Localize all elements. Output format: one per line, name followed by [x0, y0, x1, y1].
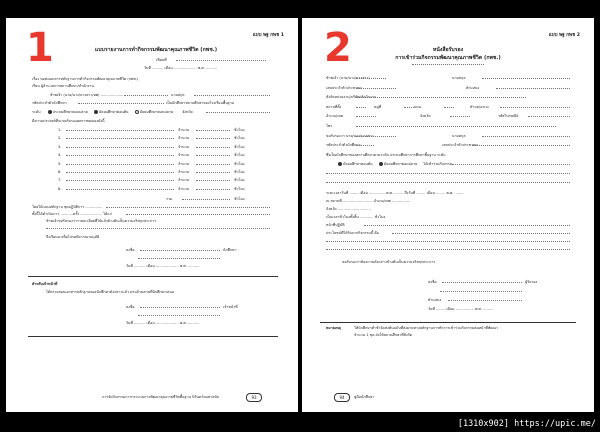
staff-role: เจ้าหน้าที่ — [223, 305, 238, 309]
activity-row-number: 6. — [58, 170, 62, 174]
to-line: เรียน ผู้อำนวยการสถานศึกษา/สำนักงาน — [32, 84, 94, 88]
cert-subtitle: การเข้าร่วมกิจกรรมพัฒนาคุณภาพชีวิต (กพช.) — [395, 55, 501, 61]
activity-row-hours-label: ชั่วโมง — [234, 161, 245, 166]
field-input[interactable] — [482, 76, 570, 79]
activity-row-hours-label: ชั่วโมง — [234, 128, 245, 132]
section-divider — [28, 276, 278, 277]
activity-row-field[interactable] — [66, 128, 174, 131]
activity-row-hours-label: ชั่วโมง — [234, 186, 245, 191]
amphoe-label: อำเภอ/เขต — [373, 199, 391, 203]
activity-row-field[interactable] — [66, 145, 174, 148]
write-at-field[interactable] — [176, 58, 266, 61]
field-input[interactable] — [500, 105, 570, 108]
activity-row-count-label: จำนวน — [178, 161, 190, 166]
month-label-2: เดือน — [426, 191, 435, 195]
cert-title: หนังสือรับรอง — [432, 47, 464, 53]
cert-sign-label: ลงชื่อ — [428, 280, 437, 284]
name-label: ข้าพเจ้า (นาย/นาง/นางสาว/ยศ) .................... — [50, 93, 124, 97]
activity-row-count[interactable] — [196, 178, 230, 181]
field-label: หมู่ที่ — [374, 104, 382, 109]
activity-row-count-label: จำนวน — [178, 186, 190, 191]
changwat-row: จังหวัด ............................. — [326, 207, 371, 211]
field-label: ตำบล/แขวง — [470, 104, 489, 109]
request-line: จึงเรียนมาเพื่อโปรดพิจารณาอนุมัติ — [46, 235, 100, 239]
year-label: พ.ศ. — [386, 191, 394, 195]
staff-sign-label: ลงชื่อ — [126, 305, 135, 309]
activity-row-field[interactable] — [66, 153, 174, 156]
activity-row-field[interactable] — [66, 170, 174, 173]
hours-unit-label: ชั่วโมง — [374, 215, 386, 219]
cert-date: วันที่ ........ เดือน ................ พ.ศ. ......... — [428, 307, 494, 311]
certify-end: ขอรับรองว่าข้อความดังกล่าวข้างต้นเป็นความจริงทุกประการ — [342, 260, 436, 264]
total-label: รวม — [166, 197, 173, 202]
form-page-2 — [302, 18, 594, 412]
note-line-2: จำนวน 1 ชุด ส่งให้สถานศึกษาที่สังกัด — [354, 333, 413, 337]
joined-label: ได้เข้าร่วมกิจกรรม — [423, 162, 453, 166]
result-label: ประโยชน์ที่ได้รับจากกิจกรรมนี้ คือ — [326, 231, 379, 235]
activities-intro: มีความประสงค์ที่จะขอรับรองผลการทดลองดังนี้ — [32, 119, 105, 123]
activity-row-count[interactable] — [196, 170, 230, 173]
field-input[interactable] — [450, 114, 470, 117]
field-label: เลขประจำตัวประชาชน — [442, 143, 478, 148]
activity-row-count[interactable] — [196, 187, 230, 190]
activity-row-number: 2. — [58, 136, 62, 141]
hours-row: เป็นเวลาชั่วโมงทั้งสิ้น ............ ชั่วโมง — [326, 215, 386, 219]
year-label-2: พ.ศ. — [446, 191, 454, 195]
page-number-2: 94 — [334, 393, 350, 402]
field-label: รหัสประจำตัวนักศึกษา — [326, 143, 361, 148]
activity-row-field[interactable] — [66, 187, 174, 190]
activity-row-number: 4. — [58, 153, 62, 158]
field-label: สถานที่ตั้ง — [326, 104, 342, 109]
summary-field-1[interactable] — [106, 205, 270, 208]
sign-date: วันที่ .......... เดือน .................... พ.ศ. .......... — [126, 264, 200, 268]
field-input[interactable] — [482, 134, 570, 137]
level-row-2 — [338, 162, 452, 166]
field-input[interactable] — [472, 143, 570, 146]
title-underline — [412, 62, 484, 65]
activity-row-hours-label: ชั่วโมง — [234, 136, 245, 141]
student-of-label: เป็นนักศึกษาสถานศึกษาของโรงเรียนพื้นฐาน — [166, 101, 235, 105]
certifier-sign-field[interactable] — [442, 280, 522, 283]
total-hours-label: เป็นเวลาชั่วโมงทั้งสิ้น — [326, 215, 359, 219]
field-input[interactable] — [356, 105, 366, 108]
radio-lower-2[interactable] — [338, 162, 342, 166]
form-title: แบบรายงานการทำกิจกรรมพัฒนาคุณภาพชีวิต (กพช.) — [94, 47, 218, 53]
field-input[interactable] — [444, 105, 454, 108]
changwat-label: จังหวัด — [326, 207, 337, 211]
summary-line-3: ข้าพเจ้าขอรับรองว่ารายละเอียดที่ได้แจ้งข้างต้นเป็นความจริงทุกประการ — [46, 219, 156, 223]
radio-upper-2[interactable] — [379, 162, 383, 166]
form-code: แบบ พฐ กพช 1 — [252, 33, 284, 38]
result-field-2[interactable] — [326, 239, 570, 242]
staff-date: วันที่ .......... เดือน .................... พ.ศ. .......... — [126, 321, 200, 325]
note-label: หมายเหตุ — [326, 326, 341, 330]
summary-line-1: โดยได้แนบหลักฐาน ชุดปฏิบัติการ ............... — [32, 205, 103, 209]
field-input[interactable] — [496, 86, 570, 89]
field-input[interactable] — [356, 95, 526, 98]
activity-row-number: 8. — [58, 186, 62, 191]
activity-row-field[interactable] — [66, 136, 174, 139]
field-input[interactable] — [356, 143, 374, 146]
field-label: โทร — [326, 124, 333, 128]
field-input[interactable] — [356, 114, 376, 117]
date-line: วันที่ .......... เดือน .................... พ.ศ. .......... — [144, 66, 218, 70]
activity-row-count-label: จำนวน — [178, 144, 190, 149]
opt-lower-label-2: มัธยมศึกษาตอนต้น — [343, 162, 373, 166]
surname-field[interactable] — [194, 93, 270, 96]
certifier-position-field[interactable] — [448, 298, 522, 301]
field-input[interactable] — [356, 86, 396, 89]
activity-row-count[interactable] — [196, 162, 230, 165]
radio-upper[interactable] — [135, 110, 139, 114]
field-label: จังหวัด — [420, 114, 431, 119]
activity-field[interactable] — [452, 162, 570, 165]
form-code-2: แบบ พฐ กพช 2 — [548, 33, 580, 38]
field-label: ถนน — [414, 104, 422, 109]
activity-row-hours-label: ชั่วโมง — [234, 178, 245, 183]
at-row: ณ สถานที่ .......................... อำเภอ/เขต ................ — [326, 199, 411, 203]
month-label: เดือน — [359, 191, 368, 195]
student-id-field[interactable] — [78, 101, 164, 104]
summary-field-2[interactable] — [126, 212, 270, 215]
field-label: นามสกุล — [452, 133, 466, 138]
field-label: ซึ่งเป็นนักศึกษาของสถานศึกษาตามระดับ ประถมศึกษาการศึกษาพื้นฐาน ระดับ — [326, 152, 446, 157]
field-label: ตำแหน่ง — [466, 85, 480, 90]
field-label: สังกัดหน่วยงาน/บริษัท/สำนักงาน — [326, 95, 377, 100]
radio-primary[interactable] — [48, 110, 52, 114]
opt-upper-label: มัธยมศึกษาตอนปลาย — [139, 110, 174, 114]
note-line-1: ให้นักศึกษาต่ำช่ำจัดส่งต้นฉบับที่ส่งผ่านทางหลักฐานการทำการเข้าร่วมกิจกรรมต่อหน้าที่พัฒนา — [354, 326, 498, 330]
activity-row-hours-label: ชั่วโมง — [234, 170, 245, 174]
result-field-3[interactable] — [326, 247, 570, 250]
activity-row-hours-label: ชั่วโมง — [234, 144, 245, 149]
certifier-name-field[interactable] — [440, 289, 522, 292]
level-label: ระดับ — [32, 110, 41, 114]
student-name-field[interactable] — [138, 256, 220, 259]
field-label: ข้าพเจ้า (นาย/นาง/นางสาว) — [326, 76, 370, 80]
summary-field-3[interactable] — [46, 226, 270, 229]
summary-line-2: ทั้งนี้ได้ดำเนินการ ...........ครั้ง ................... ได้แก่ — [32, 212, 112, 216]
cert-position-label: ตำแหน่ง — [428, 298, 442, 302]
field-label: นามสกุล — [452, 76, 466, 80]
role-label: หน้าที่ปฏิบัติ — [326, 223, 345, 227]
field-label: ขอรับรองว่า นาย/นาง/นางสาว — [326, 133, 374, 138]
field-input[interactable] — [356, 134, 396, 137]
activity-field-3[interactable] — [326, 180, 570, 183]
name-field[interactable] — [124, 93, 168, 96]
opt-lower-label: มัธยมศึกษาตอนต้น — [98, 110, 129, 114]
field-label: เลขประจำตัวประชาชน — [326, 85, 362, 90]
activity-row-field[interactable] — [66, 162, 174, 165]
activity-row-count[interactable] — [196, 153, 230, 156]
form-number-2: 2 — [324, 25, 352, 71]
activity-row-number: 5. — [58, 161, 62, 166]
period-row: ระยะเวลาวันที่ ........ เดือน .............. พ.ศ. ........ ถึงวันที่ ........ เดือน ........ พ.ศ. ........ — [326, 191, 464, 195]
radio-lower[interactable] — [94, 110, 98, 114]
opt-upper-label-2: มัธยมศึกษาตอนปลาย — [383, 162, 418, 166]
student-sign-field[interactable] — [140, 248, 220, 251]
cert-sign-role: ผู้รับรอง — [525, 280, 538, 284]
to-date-label: ถึงวันที่ — [404, 191, 416, 195]
write-at-label: เขียนที่ — [156, 58, 167, 62]
watermark: [1310x902] https://upic.me/ — [457, 419, 596, 429]
activity-row-number: 3. — [58, 144, 62, 149]
staff-name-field[interactable] — [138, 313, 220, 316]
section-divider-3 — [320, 322, 576, 323]
activity-row-count[interactable] — [196, 145, 230, 148]
total-field[interactable] — [182, 197, 230, 200]
sign-role: นักศึกษา — [223, 248, 237, 252]
total-hours-label: ชั่วโมง — [234, 197, 245, 202]
field-input[interactable] — [356, 76, 386, 79]
staff-sign-field[interactable] — [140, 305, 220, 308]
activity-row-count-label: จำนวน — [178, 170, 190, 174]
province-label: จังหวัด — [182, 110, 193, 114]
period-label: ระยะเวลาวันที่ — [326, 191, 349, 195]
activity-row-count[interactable] — [196, 128, 230, 131]
opt-primary-label: ประถมศึกษาตอนปลาย — [52, 110, 88, 114]
province-field[interactable] — [206, 110, 270, 113]
footer-text: การจัดกิจกรรมการกระบวนการพัฒนาคุณภาพชีวิตพื้นฐาน นิรันดร์ขอหาสนับ — [102, 395, 220, 399]
field-input[interactable] — [404, 105, 414, 108]
activity-row-count-label: จำนวน — [178, 178, 190, 183]
field-label: รหัสไปรษณีย์ — [498, 114, 519, 119]
form-page-1 — [6, 18, 298, 412]
field-label: อำเภอ/เขต — [326, 114, 344, 119]
activity-row-count-label: จำนวน — [178, 153, 190, 158]
surname-label: นามสกุล — [171, 93, 185, 97]
subject-line: เรื่อง ขอส่งเอกสารหลักฐานการทำกิจกรรมพัฒนาคุณภาพชีวิต (กพช.) — [32, 77, 139, 81]
sign-label: ลงชื่อ — [126, 248, 135, 252]
staff-header: สำหรับเจ้าหน้าที่ — [32, 282, 58, 286]
activity-row-hours-label: ชั่วโมง — [234, 153, 245, 158]
result-field[interactable] — [392, 231, 570, 234]
at-label: ณ สถานที่ — [326, 199, 342, 203]
activity-row-count-label: จำนวน — [178, 128, 190, 132]
page-number: 93 — [246, 393, 262, 402]
student-id-label: รหัสประจำตัวนักศึกษา — [32, 101, 67, 105]
activity-row-count-label: จำนวน — [178, 136, 190, 141]
activity-row-number: 7. — [58, 178, 62, 183]
activity-field-2[interactable] — [326, 171, 570, 174]
activity-row-count[interactable] — [196, 136, 230, 139]
role-field[interactable] — [364, 223, 570, 226]
footer-text-2: คู่มือนักศึกษา — [354, 395, 375, 399]
form-number-1: 1 — [26, 25, 54, 71]
level-row — [32, 110, 193, 114]
activity-row-number: 1. — [58, 128, 62, 132]
staff-text: ได้ตรวจสอบเอกสารหลักฐานของนักศึกษาดังกล่าวแล้ว ครบถ้วนตามที่นักศึกษาเสนอ — [46, 290, 174, 294]
field-input[interactable] — [356, 124, 556, 127]
section-divider-2 — [28, 336, 278, 337]
activity-row-field[interactable] — [66, 178, 174, 181]
field-input[interactable] — [528, 114, 570, 117]
